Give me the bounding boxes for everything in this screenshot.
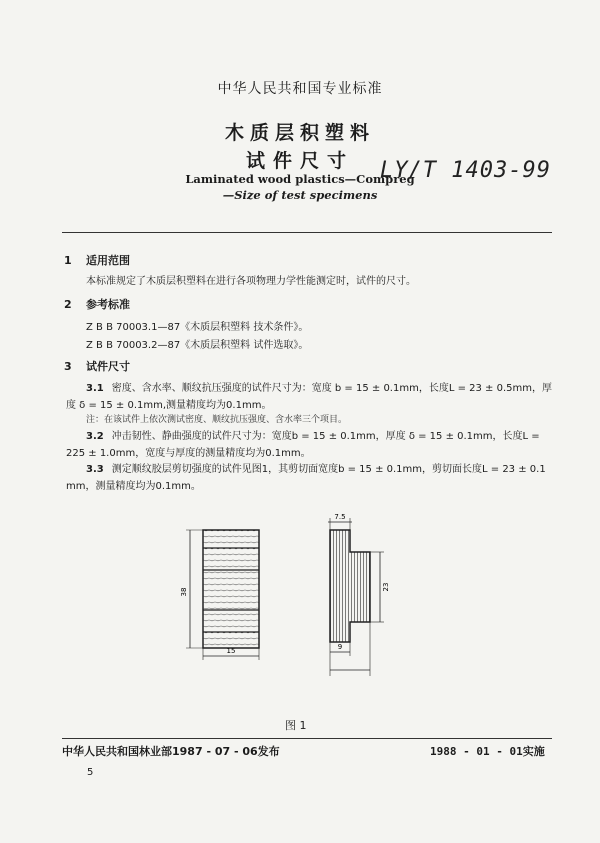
section-number: 1 xyxy=(64,254,72,267)
document-title-line2: 试件尺寸 xyxy=(245,150,354,172)
specimen-front-view xyxy=(203,530,259,648)
section-title: 适用范围 xyxy=(86,254,130,267)
clause-text: 冲击韧性、静曲强度的试件尺寸为：宽度b = 15 ± 0.1mm，厚度 δ = 15 ± 0.1mm，长度L = xyxy=(111,431,540,442)
clause-3-3-line1 xyxy=(86,460,546,475)
page-number: 5 xyxy=(87,767,94,778)
standard-organization: 中华人民共和国专业标准 xyxy=(217,81,383,97)
left-width-label: 15 xyxy=(226,647,236,655)
section-number: 2 xyxy=(64,298,72,311)
right-width-label: 9 xyxy=(337,643,343,651)
clause-number: 3.3 xyxy=(86,464,104,475)
english-title-line1: Laminated wood plastics—Compreg xyxy=(185,172,415,186)
specimen-side-view xyxy=(330,530,370,642)
english-title-line2: —Size of test specimens xyxy=(222,188,378,202)
clause-3-3-line2: mm，测量精度均为0.1mm。 xyxy=(66,481,201,492)
section-1-heading xyxy=(64,252,130,268)
figure-1-drawing xyxy=(170,510,430,710)
header-divider xyxy=(62,232,552,233)
right-top-dimension xyxy=(328,513,352,530)
clause-3-1-line2: 度 δ = 15 ± 0.1mm,测量精度均为0.1mm。 xyxy=(66,400,272,411)
section-title: 试件尺寸 xyxy=(86,360,130,373)
clause-3-2-line1 xyxy=(86,427,540,442)
section-2-heading xyxy=(64,296,130,312)
document-title-line1: 木质层积塑料 xyxy=(224,122,375,144)
issue-statement: 中华人民共和国林业部1987 - 07 - 06发布 xyxy=(62,745,280,758)
footer-divider xyxy=(62,738,552,739)
clause-number: 3.1 xyxy=(86,383,104,394)
clause-text: 测定顺纹胶层剪切强度的试件见图1，其剪切面宽度b = 15 ± 0.1mm，剪切面长度L = 23 ± 0.1 xyxy=(111,464,546,475)
section-3-heading xyxy=(64,358,130,374)
section-title: 参考标准 xyxy=(86,298,130,311)
reference-item: Z B B 70003.2—87《木质层积塑料 试件选取》。 xyxy=(86,340,309,351)
right-height-label: 23 xyxy=(382,582,390,592)
clause-3-1-note: 注：在该试件上依次测试密度、顺纹抗压强度、含水率三个项目。 xyxy=(86,415,348,425)
clause-3-1-line1 xyxy=(86,379,552,394)
clause-number: 3.2 xyxy=(86,431,104,442)
right-top-label: 7.5 xyxy=(334,513,346,521)
effective-date: 1988 - 01 - 01实施 xyxy=(430,745,545,758)
clause-text: 密度、含水率、顺纹抗压强度的试件尺寸为：宽度 b = 15 ± 0.1mm，长度L = 23 ± 0.5mm，厚 xyxy=(111,383,552,394)
left-width-dimension xyxy=(203,647,259,660)
standard-code: LY/T 1403-99 xyxy=(380,158,551,183)
section-number: 3 xyxy=(64,360,72,373)
left-height-dimension xyxy=(180,530,203,648)
section-1-text: 本标准规定了木质层积塑料在进行各项物理力学性能测定时，试件的尺寸。 xyxy=(86,276,416,287)
reference-item: Z B B 70003.1—87《木质层积塑料 技术条件》。 xyxy=(86,322,309,333)
left-height-label: 38 xyxy=(180,587,188,597)
clause-3-2-line2: 225 ± 1.0mm，宽度与厚度的测量精度均为0.1mm。 xyxy=(66,448,311,459)
right-height-dimension xyxy=(370,552,390,622)
figure-caption: 图 1 xyxy=(285,719,307,732)
